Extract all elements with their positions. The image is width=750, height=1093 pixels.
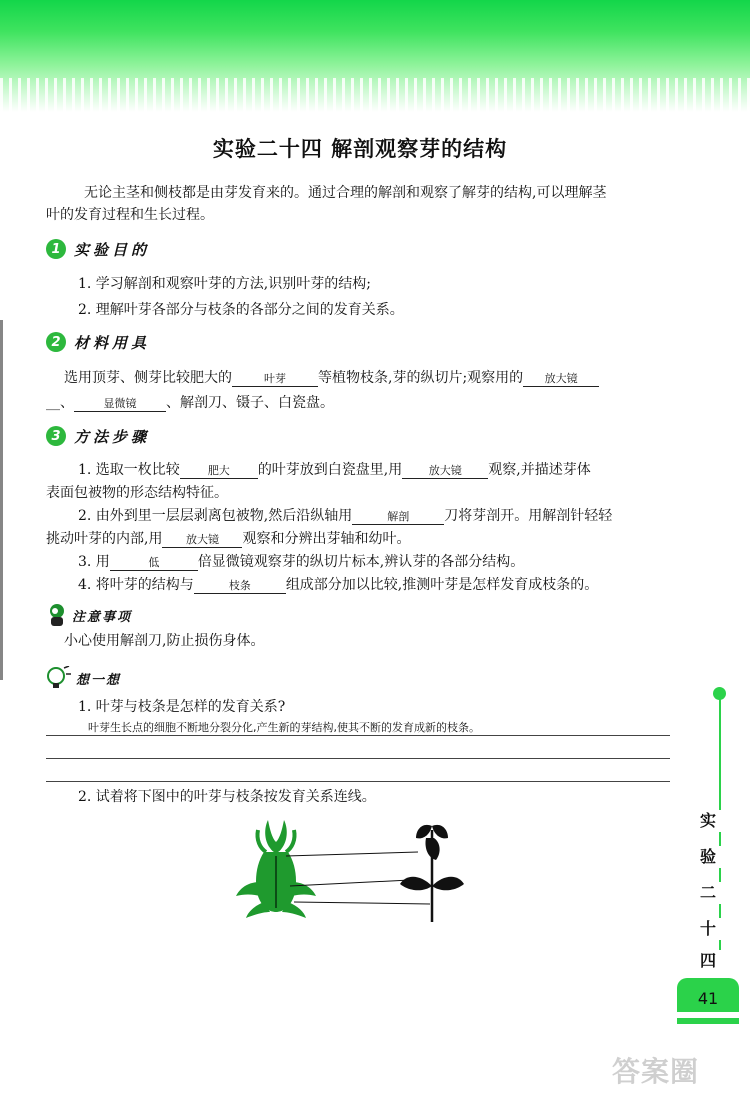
purpose-item-1: 1. 学习解剖和观察叶芽的方法,识别叶芽的结构; <box>78 276 371 292</box>
materials-line-2: __、 显微镜 、解剖刀、镊子、白瓷盘。 <box>46 395 334 411</box>
fill-blank: 枝条 <box>194 579 286 594</box>
fill-blank: 放大镜 <box>162 533 242 548</box>
fill-blank: 解剖 <box>352 510 444 525</box>
think-answer-1: 叶芽生长点的细胞不断地分裂分化,产生新的芽结构,使其不断的发育成新的枝条。 <box>88 721 480 734</box>
lightbulb-icon <box>46 666 72 690</box>
section-purpose-heading <box>46 238 150 260</box>
section-title: 方法步骤 <box>74 427 151 446</box>
scientist-icon <box>46 603 68 627</box>
caution-heading <box>46 603 132 627</box>
binding-edge <box>0 320 3 680</box>
fill-blank: 低 <box>110 556 198 571</box>
bud-longitudinal-section <box>236 820 316 918</box>
side-label-char: 实 <box>690 810 726 832</box>
side-label-char: 四 <box>690 950 726 972</box>
side-label-char: 二 <box>690 882 726 904</box>
answer-line <box>46 758 670 759</box>
page-tab-stripe <box>677 1012 739 1018</box>
section-number-badge: 2 <box>46 332 66 352</box>
step-1-line-1: 1. 选取一枚比较 肥大 的叶芽放到白瓷盘里,用 放大镜 观察,并描述芽体 <box>78 462 591 478</box>
think-heading <box>46 666 121 690</box>
fill-blank: 肥大 <box>180 464 258 479</box>
step-3: 3. 用 低 倍显微镜观察芽的纵切片标本,辨认芽的各部分结构。 <box>78 554 525 570</box>
answer-line <box>46 781 670 782</box>
step-1-line-2: 表面包被物的形态结构特征。 <box>46 485 228 501</box>
materials-line-1: 选用顶芽、侧芽比较肥大的 叶芽 等植物枝条,芽的纵切片;观察用的 放大镜 <box>64 367 599 389</box>
bud-branch-diagram <box>230 812 490 924</box>
section-number-badge: 1 <box>46 239 66 259</box>
branch-drawing <box>400 825 464 922</box>
fill-blank: 叶芽 <box>232 372 318 387</box>
section-number-badge: 3 <box>46 426 66 446</box>
fill-blank: 放大镜 <box>523 372 599 387</box>
header-green-band <box>0 0 750 112</box>
section-steps-heading <box>46 425 150 447</box>
step-2-line-2: 挑动叶芽的内部,用 放大镜 观察和分辨出芽轴和幼叶。 <box>46 531 411 547</box>
step-4: 4. 将叶芽的结构与 枝条 组成部分加以比较,推测叶芽是怎样发育成枝条的。 <box>78 577 599 593</box>
watermark: 答案圈 <box>612 1055 700 1088</box>
caution-text: 小心使用解剖刀,防止损伤身体。 <box>64 633 265 649</box>
section-materials-heading <box>46 331 150 353</box>
side-label-char: 十 <box>690 918 726 940</box>
think-label: 想一想 <box>76 672 122 688</box>
section-title: 材料用具 <box>74 333 151 352</box>
purpose-item-2: 2. 理解叶芽各部分与枝条的各部分之间的发育关系。 <box>78 302 404 318</box>
step-2-line-1: 2. 由外到里一层层剥离包被物,然后沿纵轴用 解剖 刀将芽剖开。用解剖针轻轻 <box>78 508 613 524</box>
intro-line-1: 无论主茎和侧枝都是由芽发育来的。通过合理的解剖和观察了解芽的结构,可以理解茎 <box>84 185 607 201</box>
think-question-2: 2. 试着将下图中的叶芽与枝条按发育关系连线。 <box>78 789 376 805</box>
side-tab-dot <box>713 687 726 700</box>
section-title: 实验目的 <box>74 240 151 259</box>
caution-label: 注意事项 <box>72 609 133 625</box>
page-number: 41 <box>697 989 719 1008</box>
intro-line-2: 叶的发育过程和生长过程。 <box>46 207 214 223</box>
answer-line <box>46 735 670 736</box>
fill-blank: 显微镜 <box>74 397 166 412</box>
fill-blank: 放大镜 <box>402 464 488 479</box>
page-title: 实验二十四 解剖观察芽的结构 <box>212 137 508 161</box>
side-label-char: 验 <box>690 846 726 868</box>
think-question-1: 1. 叶芽与枝条是怎样的发育关系? <box>78 699 286 715</box>
